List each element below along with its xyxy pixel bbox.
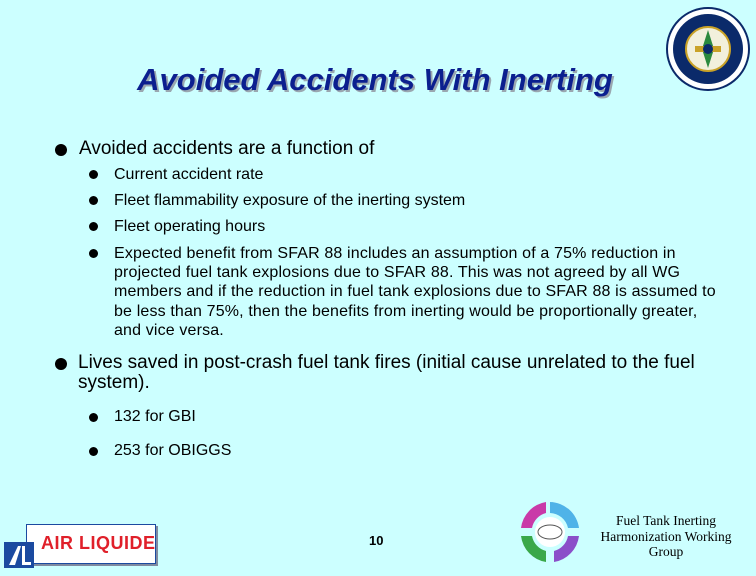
sub-bullet-dot: [89, 413, 98, 422]
sub-bullet-accident-rate: Current accident rate: [114, 166, 264, 183]
air-liquide-logo: [4, 522, 154, 570]
air-liquide-text: AIR LIQUIDE: [41, 533, 156, 553]
lives-item-gbi: 132 for GBI: [114, 408, 196, 425]
slide-title: Avoided Accidents With Inerting: [137, 62, 613, 97]
lives-item-obiggs: 253 for OBIGGS: [114, 442, 232, 459]
sub-bullet-dot: [89, 222, 98, 231]
air-liquide-box: [26, 524, 156, 564]
bullet-text-function: Avoided accidents are a function of: [79, 138, 375, 159]
sub-bullet-dot: [89, 249, 98, 258]
arac-logo: [516, 498, 584, 566]
bullet-text-lives-saved: Lives saved in post-crash fuel tank fires (initial cause unrelated to the fuel system).: [78, 352, 695, 393]
sub-bullet-dot: [89, 170, 98, 179]
sub-bullet-flammability: Fleet flammability exposure of the inerting system: [114, 192, 466, 209]
sub-bullet-dot: [89, 196, 98, 205]
sub-bullet-operating-hours: Fleet operating hours: [114, 218, 266, 235]
bullet-dot: [55, 144, 67, 156]
page-number: 10: [369, 533, 384, 548]
sub-bullet-sfar88: Expected benefit from SFAR 88 includes an assumption of a 75% reduction in projected fuel tank explosions due to SFAR 88. This was not agreed by all WG members and if the reduction in fuel tank explosions due to SFAR 88 is assumed to be less than 75%, then the benefits from inerting would be proportionally greater, and vice versa.: [114, 245, 716, 339]
bullet-dot: [55, 358, 67, 370]
sub-bullet-dot: [89, 447, 98, 456]
working-group-name: Fuel Tank Inerting Harmonization Working Group: [600, 513, 732, 559]
air-liquide-mark-icon: [4, 542, 34, 568]
